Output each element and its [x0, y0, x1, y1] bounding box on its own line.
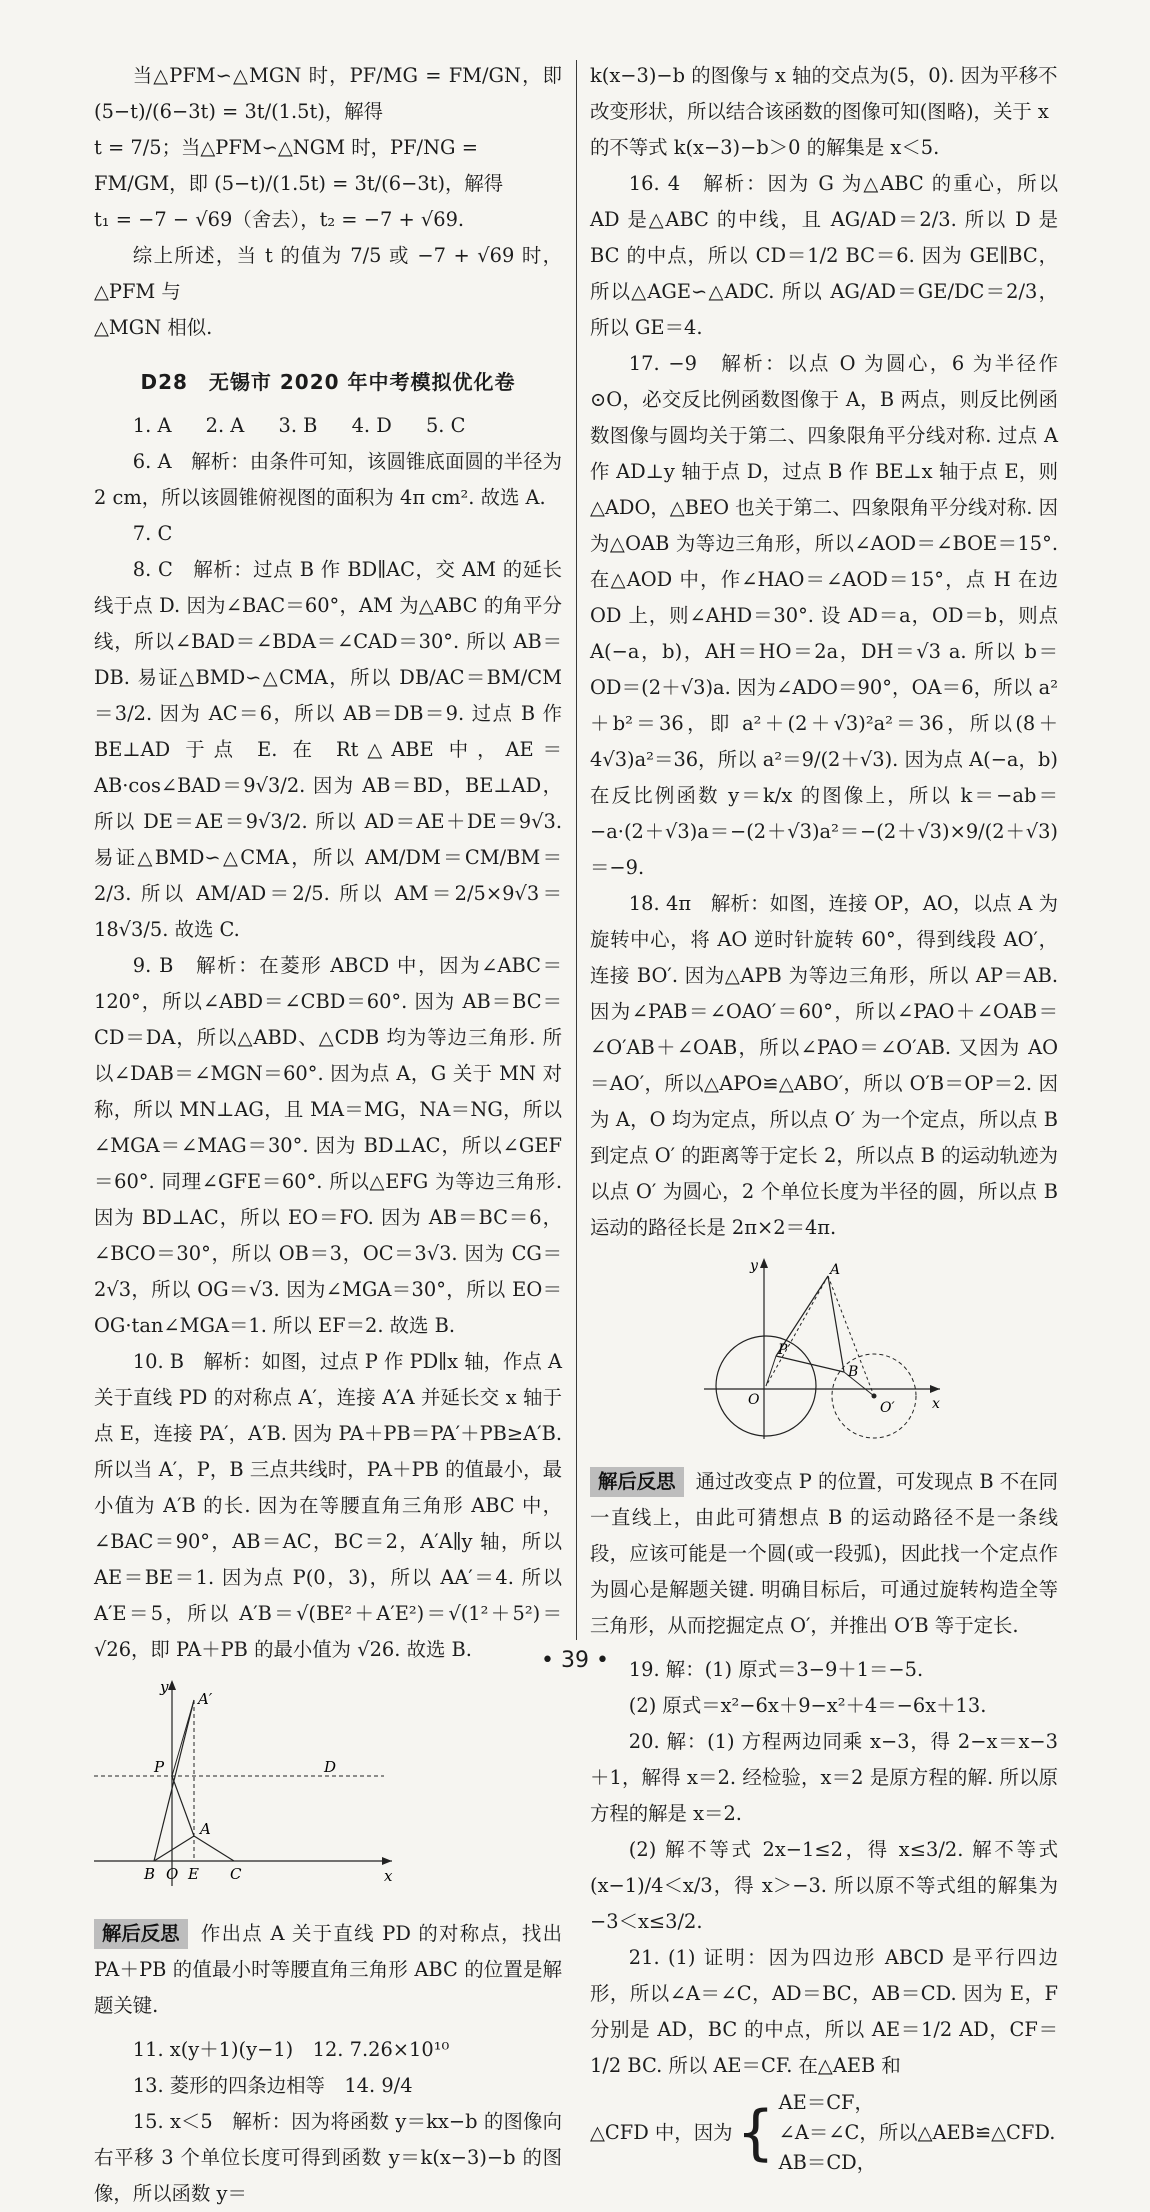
- text-line: t₁ = −7 − √69（舍去），t₂ = −7 + √69.: [94, 208, 465, 231]
- answers-11-12: [94, 2032, 562, 2068]
- label-O: O: [748, 1392, 760, 1408]
- answer-10: 10. B 解析：如图，过点 P 作 PD∥x 轴，作点 A 关于直线 PD 的对称点 A′，连接 A′A 并延长交 x 轴于点 E，连接 PA′，A′B. 因为 PA＋PB＝PA′＋PB≥A′B. 所以当 A′，P，B 三点共线时，PA＋PB 的值最小，最小值为 A′B 的长. 因为在等腰直角三角形 ABC 中，∠BAC＝90°，AB＝AC，BC＝2，A′A∥y 轴，所以 AE＝BE＝1. 因为点 P(0，3)，所以 AA′＝4. 所以 A′E＝5，所以 A′B＝√(BE²＋A′E²)＝√(1²＋5²)＝√26，即 PA＋PB 的最小值为 √26. 故选 B.: [94, 1350, 562, 1661]
- label-y: y: [750, 1258, 758, 1274]
- label-Aprime: A′: [198, 1690, 213, 1708]
- reflect-tag: 解后反思: [590, 1467, 684, 1497]
- answer-4: 4. D: [351, 414, 392, 437]
- answer-16: 16. 4 解析：因为 G 为△ABC 的重心，所以 AD 是△ABC 的中线，且 AG/AD＝2/3. 所以 D 是 BC 的中点，所以 CD＝1/2 BC＝6. 因为 GE∥BC，所以△AGE∽△ADC. 所以 AG/AD＝GE/DC＝2/3，所以 GE＝4.: [590, 172, 1058, 339]
- reflect-tag: 解后反思: [94, 1919, 188, 1949]
- reflect-text: 通过改变点 P 的位置，可发现点 B 不在同一直线上，由此可猜想点 B 的运动路径不是一条线段，应该可能是一个圆(或一段弧)，因此找一个定点作为圆心是解题关键. 明确目标后，可通过旋转构造全等三角形，从而挖掘定点 O′，并推出 O′B 等于定长.: [590, 1470, 1058, 1637]
- geometry-figure-q18: [704, 1254, 944, 1444]
- condition-list: [779, 2088, 1056, 2178]
- answer-19-2: (2) 原式＝x²−6x＋9−x²＋4＝−6x＋13.: [628, 1694, 987, 1717]
- condition: AB＝CD，: [778, 2151, 877, 2174]
- answers-13-14: [94, 2068, 562, 2104]
- answer-17: 17. −9 解析：以点 O 为圆心，6 为半径作⊙O，必交反比例函数图像于 A，B 两点，则反比例函数图像与圆均关于第二、四象限角平分线对称. 过点 A 作 AD⊥y 轴于点 D，过点 B 作 BE⊥x 轴于点 E，则△ADO，△BEO 也关于第二、四象限角平分线对称. 因为△OAB 为等边三角形，所以∠AOD＝∠BOE＝15°. 在△AOD 中，作∠HAO＝∠AOD＝15°，点 H 在边 OD 上，则∠AHD＝30°. 设 AD＝a，OD＝b，则点 A(−a，b)，AH＝HO＝2a，DH＝√3 a. 所以 b＝OD＝(2＋√3)a. 因为∠ADO＝90°，OA＝6，所以 a²＋b²＝36，即 a²＋(2＋√3)²a²＝36，所以(8＋4√3)a²＝36，所以 a²＝9/(2＋√3). 因为点 A(−a，b)在反比例函数 y＝k/x 的图像上，所以 k＝−ab＝−a·(2＋√3)a＝−(2＋√3)a²＝−(2＋√3)×9/(2＋√3)＝−9.: [590, 352, 1058, 879]
- answer-14: 14. 9/4: [344, 2074, 413, 2097]
- answers-1-5: [94, 408, 562, 444]
- answer-9: 9. B 解析：在菱形 ABCD 中，因为∠ABC＝120°，所以∠ABD＝∠CBD＝60°. 因为 AB＝BC＝CD＝DA，所以△ABD、△CDB 均为等边三角形. 所以∠DAB＝∠MGN＝60°. 因为点 A，G 关于 MN 对称，所以 MN⊥AG，且 MA＝MG，NA＝NG，所以∠MGA＝∠MAG＝30°. 因为 BD⊥AC，所以∠GEF＝60°. 同理∠GFE＝60°. 所以△EFG 为等边三角形. 因为 BD⊥AC，所以 EO＝FO. 因为 AB＝BC＝6，∠BCO＝30°，所以 OB＝3，OC＝3√3. 因为 CG＝2√3，所以 OG＝√3. 因为∠MGA＝30°，所以 EO＝OG·tan∠MGA＝1. 所以 EF＝2. 故选 B.: [94, 954, 562, 1337]
- condition: ∠A＝∠C，所以△AEB≌△CFD.: [778, 2121, 1056, 2144]
- answer-20-2: (2) 解不等式 2x−1≤2，得 x≤3/2. 解不等式 (x−1)/4＜x/3，得 x＞−3. 所以原不等式组的解集为 −3＜x≤3/2.: [590, 1838, 1058, 1933]
- text-line: △MGN 相似.: [94, 316, 213, 339]
- section-title: D28 无锡市 2020 年中考模拟优化卷: [140, 370, 516, 394]
- geometry-figure-q10: [94, 1676, 394, 1896]
- answer-21: 21. (1) 证明：因为四边形 ABCD 是平行四边形，所以∠A＝∠C，AD＝BC，AB＝CD. 因为 E，F 分别是 AD，BC 的中点，所以 AE＝1/2 AD，CF＝1/2 BC. 所以 AE＝CF. 在△AEB 和: [590, 1946, 1058, 2077]
- reflect-note-q10: [94, 1916, 562, 2024]
- label-C: C: [230, 1865, 242, 1883]
- label-B: B: [144, 1865, 156, 1883]
- label-D: D: [324, 1758, 337, 1776]
- column-divider: [576, 60, 577, 1640]
- figure-q18: [590, 1254, 1058, 1456]
- label-O: O: [166, 1865, 179, 1883]
- answer-11: 11. x(y＋1)(y−1): [132, 2038, 294, 2061]
- answer-7: 7. C: [132, 522, 173, 545]
- answer-13: 13. 菱形的四条边相等: [132, 2074, 325, 2097]
- text-line: 综上所述，当 t 的值为 7/5 或 −7 + √69 时，△PFM 与: [94, 244, 562, 303]
- brace: {: [736, 2098, 775, 2168]
- figure-q10: [94, 1676, 562, 1908]
- text-line: t = 7/5；当△PFM∽△NGM 时，PF/NG = FM/GM，即 (5−t)/(1.5t) = 3t/(6−3t)，解得: [94, 136, 504, 195]
- answer-18: 18. 4π 解析：如图，连接 OP，AO，以点 A 为旋转中心，将 AO 逆时针旋转 60°，得到线段 AO′，连接 BO′. 因为△APB 为等边三角形，所以 AP＝AB. 因为∠PAB＝∠OAO′＝60°，所以∠PAO＋∠OAB＝∠O′AB＋∠OAB，所以∠PAO＝∠O′AB. 又因为 AO＝AO′，所以△APO≌△ABO′，所以 O′B＝OP＝2. 因为 A，O 均为定点，所以点 O′ 为一个定点，所以点 B 到定点 O′ 的距离等于定长 2，所以点 B 的运动轨迹为以点 O′ 为圆心，2 个单位长度为半径的圆，所以点 B 运动的路径长是 2π×2＝4π.: [590, 892, 1058, 1239]
- label-x: x: [932, 1396, 940, 1412]
- label-E: E: [188, 1865, 199, 1883]
- reflect-note-q18: [590, 1464, 1058, 1644]
- label-B: B: [848, 1364, 859, 1380]
- answer-15: 15. x＜5 解析：因为将函数 y＝kx−b 的图像向右平移 3 个单位长度可得到函数 y＝k(x−3)−b 的图像，所以函数 y＝: [94, 2110, 562, 2205]
- answer-2: 2. A: [205, 414, 245, 437]
- answer-1: 1. A: [132, 414, 172, 437]
- answer-21-system: [590, 2088, 1058, 2178]
- label-P: P: [154, 1758, 165, 1776]
- answer-5: 5. C: [425, 414, 466, 437]
- label-A: A: [830, 1262, 841, 1278]
- answer-6: 6. A 解析：由条件可知，该圆锥底面圆的半径为 2 cm，所以该圆锥俯视图的面积为 4π cm². 故选 A.: [94, 450, 562, 509]
- label-x: x: [384, 1867, 393, 1885]
- label-Oprime: O′: [880, 1400, 895, 1416]
- page-number: • 39 •: [541, 1648, 609, 1673]
- answer-15-cont: k(x−3)−b 的图像与 x 轴的交点为(5，0). 因为平移不改变形状，所以结合该函数的图像可知(图略)，关于 x 的不等式 k(x−3)−b＞0 的解集是 x＜5.: [590, 64, 1058, 159]
- text-line: 当△PFM∽△MGN 时，PF/MG = FM/GN，即 (5−t)/(6−3t) = 3t/(1.5t)，解得: [94, 64, 562, 123]
- reflect-text: 作出点 A 关于直线 PD 的对称点，找出 PA＋PB 的值最小时等腰直角三角形 ABC 的位置是解题关键.: [94, 1922, 562, 2017]
- condition: AE＝CF，: [778, 2091, 874, 2114]
- label-A: A: [200, 1820, 211, 1838]
- answer-20-1: 20. 解：(1) 方程两边同乘 x−3，得 2−x＝x−3＋1，解得 x＝2. 经检验，x＝2 是原方程的解. 所以原方程的解是 x＝2.: [590, 1730, 1058, 1825]
- answer-19-1: 19. 解：(1) 原式＝3−9＋1＝−5.: [628, 1658, 924, 1681]
- left-column: [94, 58, 562, 2212]
- answer-3: 3. B: [278, 414, 318, 437]
- label-y: y: [160, 1678, 169, 1696]
- right-column: [590, 58, 1058, 2178]
- answer-12: 12. 7.26×10¹⁰: [312, 2038, 450, 2061]
- answer-21-cfd: △CFD 中，因为: [590, 2121, 733, 2144]
- answer-8: 8. C 解析：过点 B 作 BD∥AC，交 AM 的延长线于点 D. 因为∠BAC＝60°，AM 为△ABC 的角平分线，所以∠BAD＝∠BDA＝∠CAD＝30°. 所以 AB＝DB. 易证△BMD∽△CMA，所以 DB/AC＝BM/CM＝3/2. 因为 AC＝6，所以 AB＝DB＝9. 过点 B 作 BE⊥AD 于点 E. 在 Rt△ABE 中，AE＝AB·cos∠BAD＝9√3/2. 因为 AB＝BD，BE⊥AD，所以 DE＝AE＝9√3/2. 所以 AD＝AE＋DE＝9√3. 易证△BMD∽△CMA，所以 AM/DM＝CM/BM＝2/3. 所以 AM/AD＝2/5. 所以 AM＝2/5×9√3＝18√3/5. 故选 C.: [94, 558, 562, 941]
- label-P: P: [778, 1342, 788, 1358]
